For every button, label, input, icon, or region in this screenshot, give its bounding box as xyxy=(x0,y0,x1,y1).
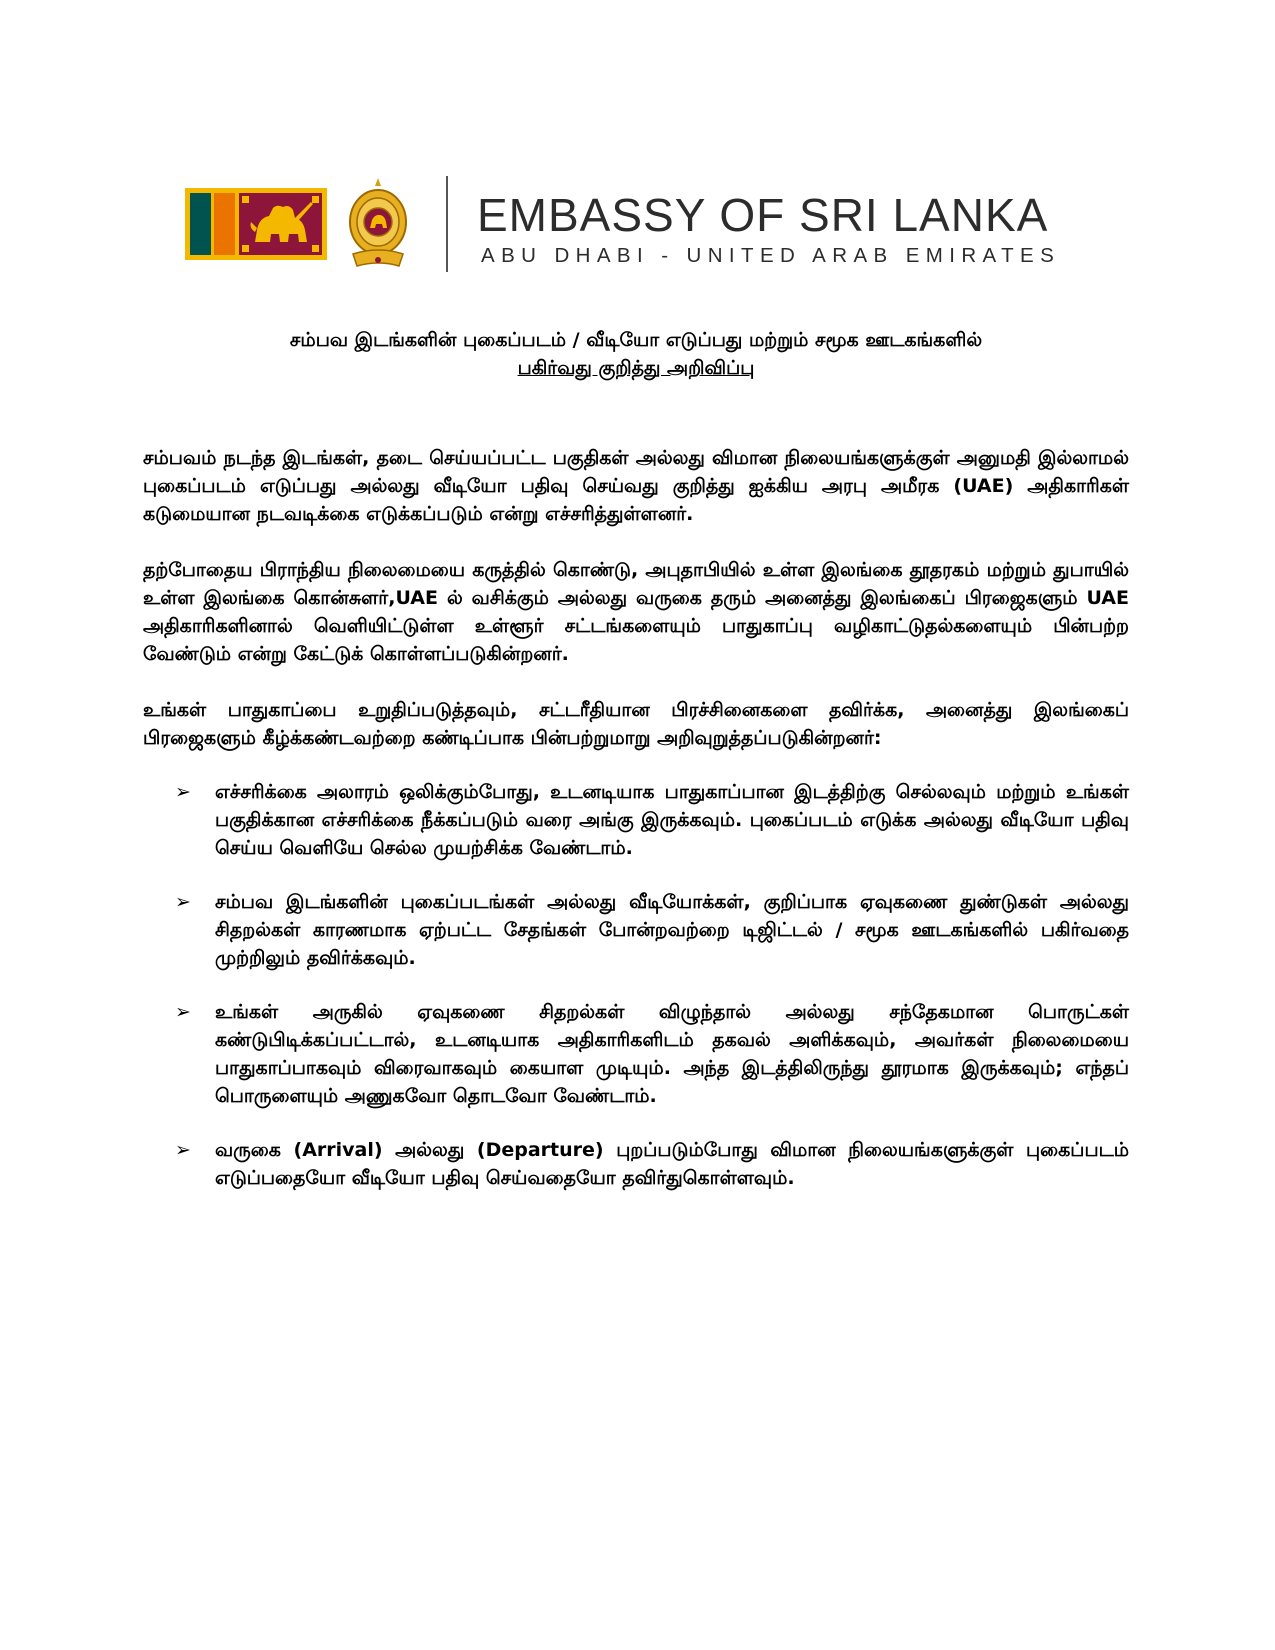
notice-title xyxy=(143,326,1129,382)
arrow-bullet-icon: ➢ xyxy=(175,891,191,913)
embassy-location: ABU DHABI - UNITED ARAB EMIRATES xyxy=(481,244,1061,267)
paragraph-request: தற்போதைய பிராந்திய நிலைமையை கருத்தில் கொண்டு, அபுதாபியில் உள்ள இலங்கை தூதரகம் மற்றும் துபாயில் உள்ள இலங்கை கொன்சுளர்,UAE ல் வசிக்கும் அல்லது வருகை தரும் அனைத்து இலங்கைப் பிரஜைகளும் UAE அதிகாரிகளினால் வெளியிட்டுள்ள உள்ளூர் சட்டங்களையும் பாதுகாப்பு வழிகாட்டுதல்களையும் பின்பற்ற வேண்டும் என்று கேட்டுக் கொள்ளப்படுகின்றனர். xyxy=(143,559,1129,665)
arrow-bullet-icon: ➢ xyxy=(175,1139,191,1161)
embassy-name: EMBASSY OF SRI LANKA xyxy=(477,189,1049,241)
paragraph-warning: சம்பவம் நடந்த இடங்கள், தடை செய்யப்பட்ட பகுதிகள் அல்லது விமான நிலையங்களுக்குள் அனுமதி இல்லாமல் புகைப்படம் எடுப்பது அல்லது வீடியோ பதிவு செய்வது குறித்து ஐக்கிய அரபு அமீரக (UAE) அதிகாரிகள் கடுமையான நடவடிக்கை எடுக்கப்படும் என்று எச்சரித்துள்ளனர். xyxy=(143,447,1129,525)
paragraph-advisory: உங்கள் பாதுகாப்பை உறுதிப்படுத்தவும், சட்டரீதியான பிரச்சினைகளை தவிர்க்க, அனைத்து இலங்கைப் பிரஜைகளும் கீழ்க்கண்டவற்றை கண்டிப்பாக பின்பற்றுமாறு அறிவுறுத்தப்படுகின்றனர்: xyxy=(143,699,1129,749)
list-item xyxy=(143,998,1129,1110)
list-item-text: வருகை (Arrival) அல்லது (Departure) புறப்படும்போது விமான நிலையங்களுக்குள் புகைப்படம் எடுப்பதையோ வீடியோ பதிவு செய்வதையோ தவிர்துகொள்ளவும். xyxy=(215,1139,1129,1189)
notice-title-line1: சம்பவ இடங்களின் புகைப்படம் / வீடியோ எடுப்பது மற்றும் சமூக ஊடகங்களில் xyxy=(289,329,983,351)
notice-title-line2: பகிர்வது குறித்து அறிவிப்பு xyxy=(517,357,755,379)
letterhead xyxy=(185,174,1105,274)
list-item-text: சம்பவ இடங்களின் புகைப்படங்கள் அல்லது வீடியோக்கள், குறிப்பாக ஏவுகணை துண்டுகள் அல்லது சிதறல்கள் காரணமாக ஏற்பட்ட சேதங்கள் போன்றவற்றை டிஜிட்டல் / சமூக ஊடகங்களில் பகிர்வதை முற்றிலும் தவிர்க்கவும். xyxy=(215,891,1129,969)
arrow-bullet-icon: ➢ xyxy=(175,1001,191,1023)
arrow-bullet-icon: ➢ xyxy=(175,781,191,803)
list-item-text: எச்சரிக்கை அலாரம் ஒலிக்கும்போது, உடனடியாக பாதுகாப்பான இடத்திற்கு செல்லவும் மற்றும் உங்கள் பகுதிக்கான எச்சரிக்கை நீக்கப்படும் வரை அங்கு இருக்கவும். புகைப்படம் எடுக்க அல்லது வீடியோ பதிவு செய்ய வெளியே செல்ல முயற்சிக்க வேண்டாம். xyxy=(215,781,1129,859)
sri-lanka-flag-icon xyxy=(185,188,327,260)
list-item xyxy=(143,888,1129,972)
guidelines-list xyxy=(143,778,1129,1192)
notice-body xyxy=(143,326,1129,1218)
header-divider xyxy=(446,176,448,272)
national-emblem-icon xyxy=(345,176,411,272)
list-item xyxy=(143,1136,1129,1192)
list-item xyxy=(143,778,1129,862)
list-item-text: உங்கள் அருகில் ஏவுகணை சிதறல்கள் விழுந்தால் அல்லது சந்தேகமான பொருட்கள் கண்டுபிடிக்கப்பட்டால், உடனடியாக அதிகாரிகளிடம் தகவல் அளிக்கவும், அவர்கள் நிலைமையை பாதுகாப்பாகவும் விரைவாகவும் கையாள முடியும். அந்த இடத்திலிருந்து தூரமாக இருக்கவும்; எந்தப் பொருளையும் அணுகவோ தொடவோ வேண்டாம். xyxy=(215,1001,1129,1107)
